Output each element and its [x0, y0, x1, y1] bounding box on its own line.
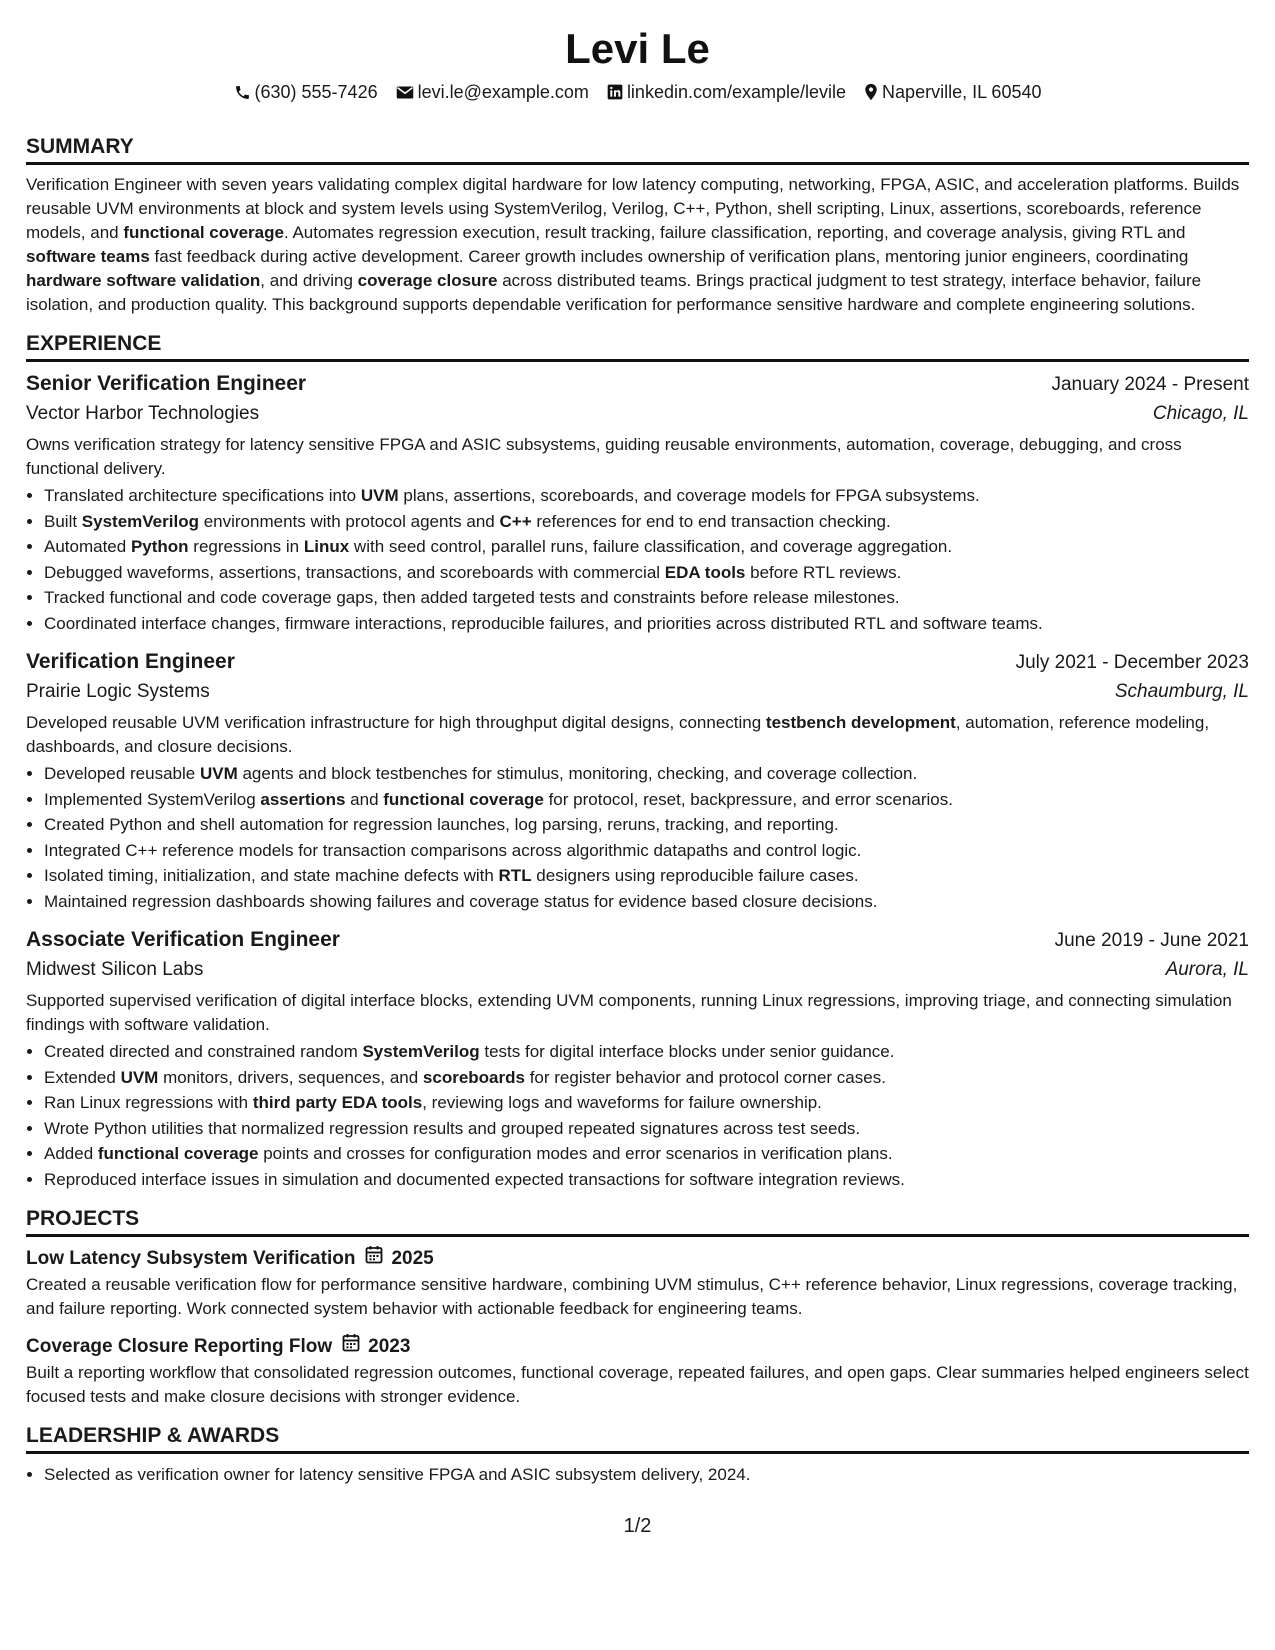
text-run: Integrated C++ reference models for transaction comparisons across algorithmic datapaths and control logic.	[44, 840, 862, 860]
bullet-item	[44, 1167, 1249, 1193]
bullet-item	[44, 585, 1249, 611]
text-run: agents and block testbenches for stimulus, monitoring, checking, and coverage collection.	[237, 764, 918, 783]
job-location: Aurora, IL	[1165, 959, 1249, 980]
bullet-item	[44, 838, 1249, 864]
job-company-row	[26, 399, 1249, 429]
job-summary	[26, 711, 1249, 759]
contact-email[interactable]	[396, 80, 589, 104]
calendar-icon	[342, 1333, 360, 1361]
job-company-row	[26, 955, 1249, 985]
bold-keyword: Python	[130, 537, 189, 556]
text-run: Created directed and constrained random	[44, 1042, 363, 1061]
text-run: designers using reproducible failure cases.	[531, 866, 859, 885]
bullet-item	[44, 1141, 1249, 1167]
envelope-icon	[396, 85, 414, 100]
jobs-list	[26, 370, 1249, 1192]
section-title-experience: EXPERIENCE	[26, 331, 1249, 362]
job-company-row	[26, 677, 1249, 707]
text-run: Isolated timing, initialization, and state machine defects with	[44, 866, 499, 885]
company-name: Prairie Logic Systems	[26, 681, 210, 702]
projects-list	[26, 1245, 1249, 1409]
bullet-item	[44, 509, 1249, 535]
job-dates: June 2019 - June 2021	[1054, 930, 1249, 951]
bold-keyword: RTL	[498, 866, 532, 885]
bullet-item	[44, 1039, 1249, 1065]
job-header-row	[26, 370, 1249, 399]
job-summary	[26, 433, 1249, 481]
summary-text	[26, 173, 1249, 317]
bullet-item	[44, 787, 1249, 813]
candidate-name: Levi Le	[565, 25, 710, 72]
text-run: Ran Linux regressions with	[44, 1093, 253, 1112]
text-run: points and crosses for configuration modes and error scenarios in verification plans.	[258, 1144, 893, 1163]
bold-keyword: C++	[499, 511, 532, 531]
job-bullets	[26, 483, 1249, 636]
location-text: Naperville, IL 60540	[882, 82, 1042, 102]
text-run: for protocol, reset, backpressure, and error scenarios.	[543, 789, 953, 809]
text-run: fast feedback during active development. Career growth includes ownership of verification plans, mentoring junior engineers, coordinating	[149, 247, 1189, 266]
bullet-item	[44, 560, 1249, 586]
job-location: Chicago, IL	[1152, 403, 1249, 424]
job-entry	[26, 370, 1249, 636]
job-dates: January 2024 - Present	[1051, 374, 1249, 395]
text-run: . Automates regression execution, result tracking, failure classification, reporting, and coverage analysis, giving RTL and	[283, 223, 1186, 242]
linkedin-text: linkedin.com/example/levile	[626, 82, 847, 102]
job-header-row	[26, 926, 1249, 955]
job-header-row	[26, 648, 1249, 677]
bold-keyword: functional coverage	[97, 1144, 259, 1163]
text-run: Built	[44, 511, 82, 531]
phone-text: (630) 555-7426	[254, 82, 378, 102]
bold-keyword: Linux	[303, 537, 350, 556]
project-description: Built a reporting workflow that consolidated regression outcomes, functional coverage, repeated failures, and open gaps. Clear summaries helped engineers select focused tests and make closure decisions with stronger evidence.	[26, 1363, 1249, 1406]
bullet-item	[44, 863, 1249, 889]
text-run: environments with protocol agents and	[198, 511, 500, 531]
project-entry	[26, 1333, 1249, 1409]
bold-keyword: UVM	[360, 486, 399, 505]
bold-keyword: coverage closure	[357, 271, 498, 290]
text-run: with seed control, parallel runs, failure classification, and coverage aggregation.	[349, 537, 953, 556]
job-summary	[26, 989, 1249, 1037]
bullet-item	[44, 1065, 1249, 1091]
text-run: , and driving	[260, 271, 358, 290]
job-location: Schaumburg, IL	[1114, 681, 1249, 702]
projects-section	[26, 1206, 1249, 1409]
section-title-summary: SUMMARY	[26, 134, 1249, 165]
text-run: Supported supervised verification of digital interface blocks, extending UVM components, running Linux regressions, improving triage, and connecting simulation findings with software validation.	[26, 991, 1232, 1034]
contact-phone[interactable]	[234, 80, 378, 104]
bold-keyword: scoreboards	[422, 1067, 525, 1087]
project-year: 2023	[368, 1336, 411, 1357]
bullet-item	[44, 483, 1249, 509]
text-run: and	[345, 789, 384, 809]
text-run: Verification Engineer with seven years validating complex digital hardware for low latency computing, networking, FPGA, ASIC, and acceleration platforms. Builds reusable UVM environments at block and system levels using SystemVerilog, Verilog, C++, Python, shell scripting, Linux, assertions, scoreboards, reference models, and	[26, 175, 1240, 242]
resume-page	[26, 22, 1249, 1488]
job-title: Associate Verification Engineer	[26, 928, 340, 951]
leadership-list	[26, 1462, 1249, 1488]
text-run: Translated architecture specifications into	[44, 486, 361, 505]
project-year: 2025	[391, 1248, 434, 1269]
section-title-projects: PROJECTS	[26, 1206, 1249, 1237]
project-date	[342, 1333, 410, 1361]
text-run: Extended	[44, 1067, 121, 1087]
bullet-item	[44, 889, 1249, 915]
text-run: Implemented SystemVerilog	[44, 789, 261, 809]
company-name: Midwest Silicon Labs	[26, 959, 204, 980]
company-name: Vector Harbor Technologies	[26, 403, 260, 424]
text-run: Developed reusable	[44, 764, 200, 783]
text-run: monitors, drivers, sequences, and	[158, 1067, 423, 1087]
job-title: Senior Verification Engineer	[26, 372, 307, 395]
bullet-item	[44, 534, 1249, 560]
experience-section	[26, 331, 1249, 1192]
bold-keyword: assertions	[260, 789, 346, 809]
bullet-item: • Selected as verification owner for latency sensitive FPGA and ASIC subsystem delivery, 2024.	[44, 1462, 1249, 1488]
email-text: levi.le@example.com	[417, 82, 589, 102]
project-description: Created a reusable verification flow for performance sensitive hardware, combining UVM stimulus, C++ reference behavior, Linux regressions, coverage tracking, and failure reporting. Work connected system behavior with actionable feedback for engineering teams.	[26, 1275, 1238, 1318]
text-run: plans, assertions, scoreboards, and coverage models for FPGA subsystems.	[398, 486, 980, 505]
bold-keyword: EDA tools	[664, 562, 746, 582]
contact-linkedin[interactable]	[607, 80, 846, 104]
text-run: Created Python and shell automation for regression launches, log parsing, reruns, tracking, and reporting.	[44, 815, 839, 834]
bold-keyword: UVM	[120, 1067, 159, 1087]
text-run: , automation, reference modeling, dashboards, and closure decisions.	[26, 713, 1210, 756]
text-run: Maintained regression dashboards showing failures and coverage status for evidence based closure decisions.	[44, 891, 878, 911]
bold-keyword: hardware software validation	[26, 271, 261, 290]
bullet-item	[44, 1090, 1249, 1116]
text-run: Added	[44, 1144, 98, 1163]
summary-section	[26, 134, 1249, 317]
contact-bar	[26, 80, 1249, 104]
calendar-icon	[365, 1245, 383, 1273]
bold-keyword: functional coverage	[123, 223, 284, 242]
text-run: tests for digital interface blocks under senior guidance.	[479, 1042, 895, 1061]
bullet-item	[44, 1116, 1249, 1142]
linkedin-icon	[607, 84, 623, 100]
bold-keyword: testbench development	[765, 713, 956, 732]
text-run: Owns verification strategy for latency sensitive FPGA and ASIC subsystems, guiding reusable environments, automation, coverage, debugging, and cross functional delivery.	[26, 435, 1182, 478]
text-run: Developed reusable UVM verification infrastructure for high throughput digital designs, connecting	[26, 713, 766, 732]
bold-keyword: SystemVerilog	[81, 511, 199, 531]
project-entry	[26, 1245, 1249, 1321]
text-run: Automated	[44, 537, 131, 556]
text-run: Debugged waveforms, assertions, transactions, and scoreboards with commercial	[44, 562, 665, 582]
project-date	[365, 1245, 433, 1273]
leadership-section	[26, 1423, 1249, 1488]
bullet-item	[44, 611, 1249, 637]
text-run: Tracked functional and code coverage gaps, then added targeted tests and constraints before release milestones.	[44, 588, 900, 607]
job-title: Verification Engineer	[26, 650, 235, 673]
project-header	[26, 1245, 1249, 1273]
bold-keyword: UVM	[199, 764, 238, 783]
text-run: for register behavior and protocol corner cases.	[524, 1067, 886, 1087]
project-header	[26, 1333, 1249, 1361]
text-run: references for end to end transaction checking.	[531, 511, 891, 531]
text-run: across distributed teams. Brings practical judgment to test strategy, interface behavior, failure isolation, and production quality. This background supports dependable verification for performance sensitive hardware and complete engineering solutions.	[26, 271, 1202, 314]
text-run: Reproduced interface issues in simulation and documented expected transactions for software integration reviews.	[44, 1169, 905, 1189]
job-bullets	[26, 1039, 1249, 1192]
job-dates: July 2021 - December 2023	[1015, 652, 1249, 673]
project-name: Low Latency Subsystem Verification	[26, 1248, 356, 1269]
page-number: 1/2	[623, 1515, 652, 1537]
text-run: Coordinated interface changes, firmware interactions, reproducible failures, and priorities across distributed RTL and software teams.	[44, 613, 1043, 633]
job-bullets	[26, 761, 1249, 914]
job-entry	[26, 648, 1249, 914]
section-title-leadership: LEADERSHIP & AWARDS	[26, 1423, 1249, 1454]
project-name: Coverage Closure Reporting Flow	[26, 1336, 333, 1357]
bullet-item	[44, 812, 1249, 838]
bold-keyword: third party EDA tools	[252, 1093, 423, 1112]
contact-location	[864, 80, 1041, 104]
bullet-item	[44, 761, 1249, 787]
bold-keyword: functional coverage	[383, 789, 544, 809]
text-run: , reviewing logs and waveforms for failure ownership.	[422, 1093, 822, 1112]
bold-keyword: SystemVerilog	[362, 1042, 480, 1061]
phone-icon	[234, 84, 251, 101]
text-run: before RTL reviews.	[745, 562, 902, 582]
text-run: regressions in	[188, 537, 304, 556]
job-entry	[26, 926, 1249, 1192]
text-run: Wrote Python utilities that normalized regression results and grouped repeated signatures across test seeds.	[44, 1118, 861, 1138]
map-pin-icon	[864, 83, 878, 101]
bold-keyword: software teams	[26, 247, 150, 266]
